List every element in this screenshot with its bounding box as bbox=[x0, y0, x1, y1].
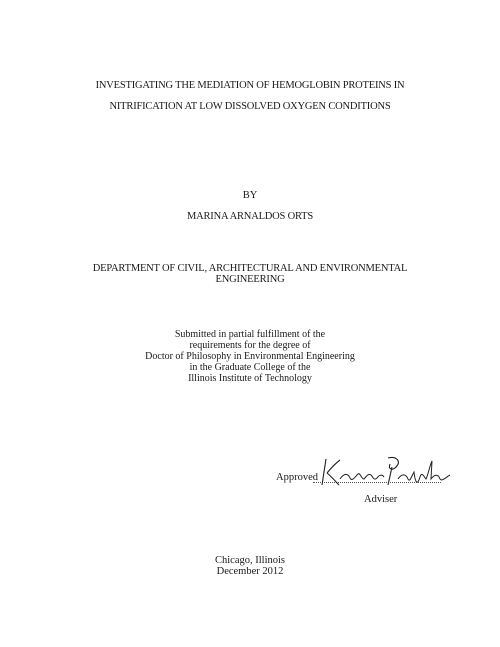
thesis-title-line-2: NITRIFICATION AT LOW DISSOLVED OXYGEN CONDITIONS bbox=[109, 101, 391, 112]
adviser-label: Adviser bbox=[364, 494, 398, 505]
submission-line-1: Submitted in partial fulfillment of the bbox=[174, 329, 326, 340]
submission-line-4: in the Graduate College of the bbox=[189, 362, 311, 373]
department-line-2: ENGINEERING bbox=[215, 274, 285, 285]
by-label: BY bbox=[242, 190, 258, 201]
author-name: MARINA ARNALDOS ORTS bbox=[186, 211, 314, 222]
submission-line-3: Doctor of Philosophy in Environmental Engineering bbox=[145, 351, 355, 362]
department-line-1: DEPARTMENT OF CIVIL, ARCHITECTURAL AND ENVIRONMENTAL bbox=[92, 263, 408, 274]
submission-line-5: Illinois Institute of Technology bbox=[188, 373, 312, 384]
adviser-signature bbox=[318, 455, 458, 489]
approved-label: Approved bbox=[276, 472, 318, 483]
submission-line-2: requirements for the degree of bbox=[189, 340, 311, 351]
place: Chicago, Illinois bbox=[215, 555, 285, 566]
thesis-title-line-1: INVESTIGATING THE MEDIATION OF HEMOGLOBIN PROTEINS IN bbox=[95, 80, 405, 91]
date: December 2012 bbox=[216, 566, 284, 577]
